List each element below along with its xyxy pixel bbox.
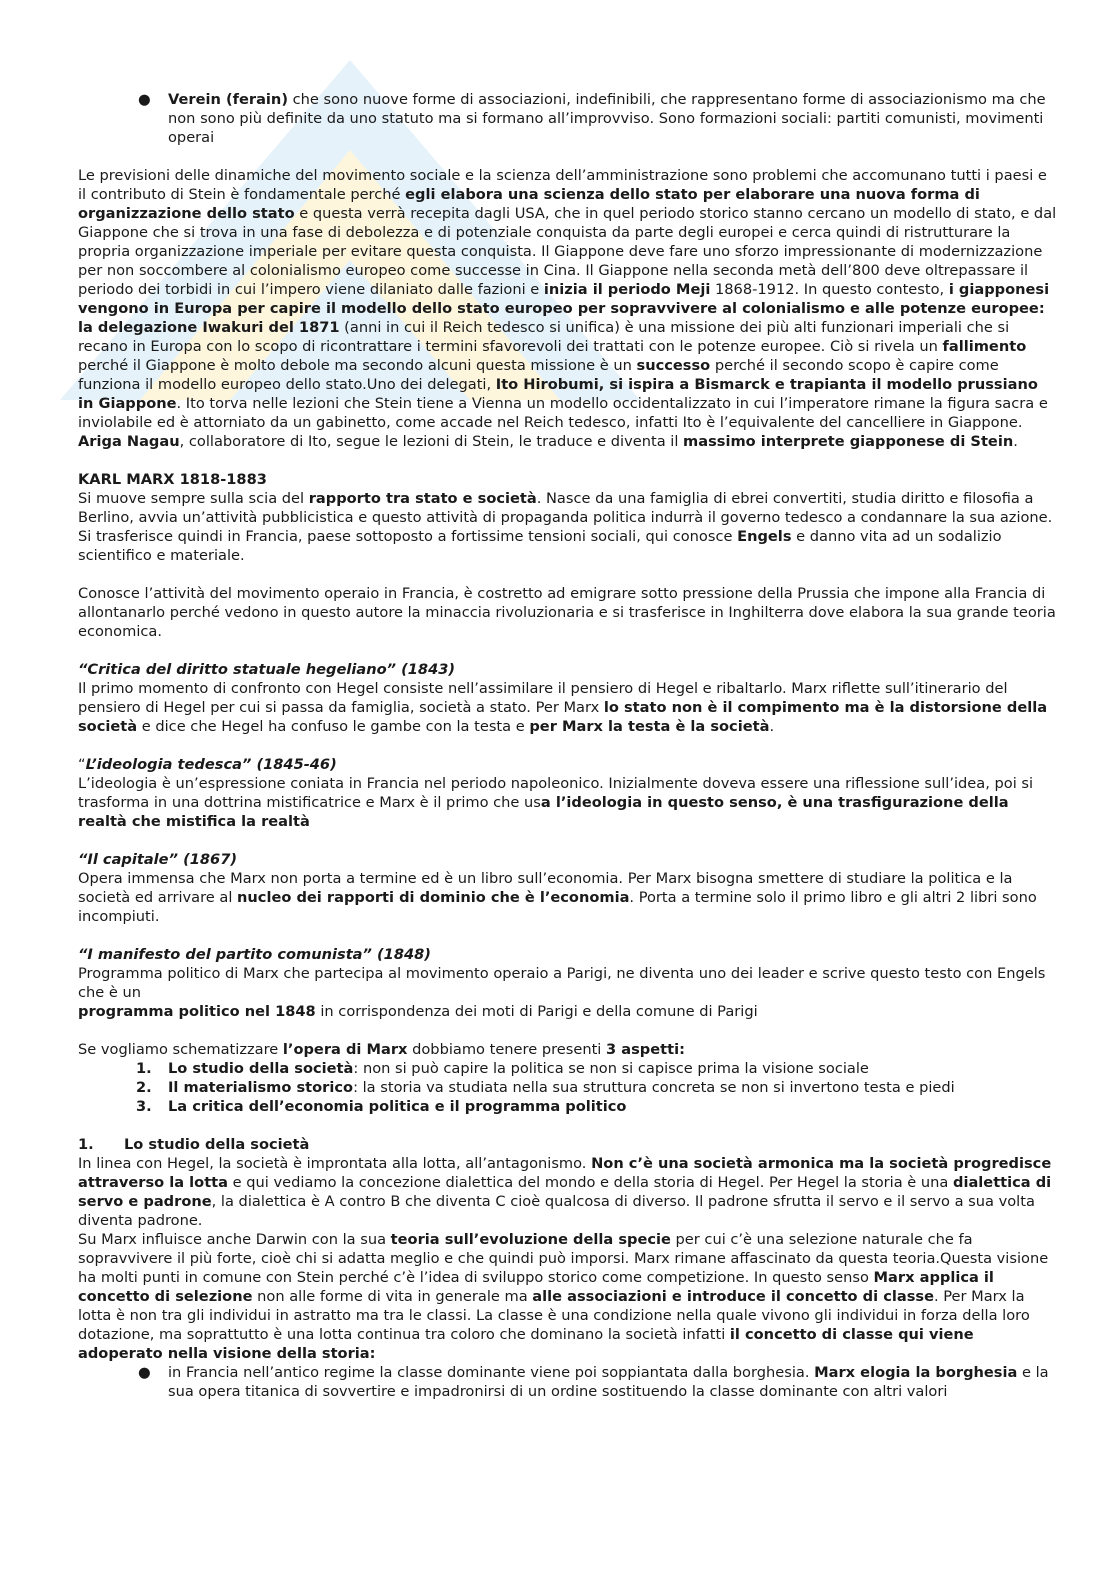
list-item: ● Verein (ferain) che sono nuove forme di associazioni, indefinibili, che rappresentano forme di associazionismo ma che non sono più definite da uno statuto ma si formano all’improvviso. Sono formazioni sociali: partiti comunisti, movimenti operai [138,91,1046,146]
list-item: 2. Il materialismo storico: la storia va studiata nella sua struttura concreta se non si invertono testa e piedi [136,1079,955,1096]
bullet-icon: ● [138,91,151,108]
paragraph-manifesto: Programma politico di Marx che partecipa al movimento operaio a Parigi, ne diventa uno dei leader e scrive questo testo con Engels che è un programma politico nel 1848 in corrispondenza dei moti di Parigi e della comune di Parigi [78,965,1046,1020]
list-item: 3. La critica dell’economia politica e il programma politico [136,1098,627,1115]
paragraph-societa: In linea con Hegel, la società è improntata alla lotta, all’antagonismo. Non c’è una società armonica ma la società progredisce attraverso la lotta e qui vediamo la concezione dialettica del mondo e della storia di Hegel. Per Hegel la storia è una dialettica di servo e padrone, la dialettica è A contro B che diventa C cioè qualcosa di diverso. Il padrone sfrutta il servo e il servo a sua volta diventa padrone. Su Marx influisce anche Darwin con la sua teoria sull’evoluzione della specie per cui c’è una selezione naturale che fa sopravvivere il più forte, cioè chi si adatta meglio e che quindi può imporsi. Marx rimane affascinato da questa teoria.Questa visione ha molti punti in comune con Stein perché c’è l’idea di sviluppo storico come competizione. In questo senso Marx applica il concetto di selezione non alle forme di vita in generale ma alle associazioni e introduce il concetto di classe. Per Marx la lotta è non tra gli individui in astratto ma tra le classi. La classe è una condizione nella quale vivono gli individui in forza della loro dotazione, ma soprattutto è una lotta continua tra coloro che dominano la società infatti il concetto di classe qui viene adoperato nella visione della storia: [78,1155,1052,1362]
work-title-ideologia: “L’ideologia tedesca” (1845-46) [78,756,337,773]
paragraph-ideologia: L’ideologia è un’espressione coniata in Francia nel periodo napoleonico. Inizialmente doveva essere una riflessione sull’idea, poi si trasforma in una dottrina mistificatrice e Marx è il primo che usa l’ideologia in questo senso, è una trasfigurazione della realtà che mistifica la realtà [78,775,1034,830]
list-item: 1. Lo studio della società: non si può capire la politica se non si capisce prima la visione sociale [136,1060,869,1077]
paragraph-schema: Se vogliamo schematizzare l’opera di Marx dobbiamo tenere presenti 3 aspetti: [78,1041,685,1058]
document-page [78,90,1058,1401]
paragraph-critica: Il primo momento di confronto con Hegel consiste nell’assimilare il pensiero di Hegel e ribaltarlo. Marx riflette sull’itinerario del pensiero di Hegel per cui si passa da famiglia, società a stato. Per Marx lo stato non è il compimento ma è la distorsione della società e dice che Hegel ha confuso le gambe con la testa e per Marx la testa è la società. [78,680,1048,735]
work-title-capitale: “Il capitale” (1867) [78,851,238,868]
paragraph-marx-bio: Si muove sempre sulla scia del rapporto tra stato e società. Nasce da una famiglia di ebrei convertiti, studia diritto e filosofia a Berlino, avvia un’attività pubblicistica e questo attività di propaganda politica indurrà il governo tedesco a condannare la sua azione. Si trasferisce quindi in Francia, paese sottoposto a fortissime tensioni sociali, qui conosce Engels e danno vita ad un sodalizio scientifico e materiale. [78,490,1053,564]
bullet-icon: ● [138,1364,151,1381]
list-item: ● in Francia nell’antico regime la classe dominante viene poi soppiantata dalla borghesia. Marx elogia la borghesia e la sua opera titanica di sovvertire e impadronirsi di un ordine sostituendo la classe dominante con altri valori [138,1364,1049,1400]
paragraph-marx-exile: Conosce l’attività del movimento operaio in Francia, è costretto ad emigrare sotto pressione della Prussia che impone alla Francia di allontanarlo perché vedono in questo autore la minaccia rivoluzionaria e si trasferisce in Inghilterra dove elabora la sua grande teoria economica. [78,585,1056,640]
work-title-critica: “Critica del diritto statuale hegeliano” (1843) [78,661,456,678]
paragraph-stein: Le previsioni delle dinamiche del movimento sociale e la scienza dell’amministrazione sono problemi che accomunano tutti i paesi e il contributo di Stein è fondamentale perché egli elabora una scienza dello stato per elaborare una nuova forma di organizzazione dello stato e questa verrà recepita dagli USA, che in quel periodo storico stanno cercano un modello di stato, e dal Giappone che si trova in una fase di debolezza e di potenziale conquista da parte degli europei e cerca quindi di ristrutturare la propria organizzazione imperiale per evitare questa conquista. Il Giappone deve fare uno sforzo impressionante di modernizzazione per non soccombere al colonialismo europeo come successe in Cina. Il Giappone nella seconda metà dell’800 deve oltrepassare il periodo dei torbidi in cui l’impero viene dilaniato dalle fazioni e inizia il periodo Meji 1868-1912. In questo contesto, i giapponesi vengono in Europa per capire il modello dello stato europeo per sopravvivere al colonialismo e alle potenze europee: la delegazione Iwakuri del 1871 (anni in cui il Reich tedesco si unifica) è una missione dei più alti funzionari imperiali che si recano in Europa con lo scopo di ricontrattare i termini sfavorevoli dei trattati con le potenze europee. Ciò si rivela un fallimento perché il Giappone è molto debole ma secondo alcuni questa missione è un successo perché il secondo scopo è capire come funziona il modello europeo dello stato.Uno dei delegati, Ito Hirobumi, si ispira a Bismarck e trapianta il modello prussiano in Giappone. Ito torva nelle lezioni che Stein tiene a Vienna un modello occidentalizzato in cui l’imperatore rimane la figura sacra e inviolabile ed è attorniato da un gabinetto, come accade nel Reich tedesco, infatti Ito è l’equivalente del cancelliere in Giappone. [78,167,1057,431]
section-heading: 1. Lo studio della società [78,1136,310,1153]
paragraph-ariga: Ariga Nagau, collaboratore di Ito, segue le lezioni di Stein, le traduce e diventa il massimo interprete giapponese di Stein. [78,433,1018,450]
work-title-manifesto: “I manifesto del partito comunista” (1848) [78,946,431,963]
paragraph-capitale: Opera immensa che Marx non porta a termine ed è un libro sull’economia. Per Marx bisogna smettere di studiare la politica e la società ed arrivare al nucleo dei rapporti di dominio che è l’economia. Porta a termine solo il primo libro e gli altri 2 libri sono incompiuti. [78,870,1037,925]
section-heading: KARL MARX 1818-1883 [78,471,267,488]
